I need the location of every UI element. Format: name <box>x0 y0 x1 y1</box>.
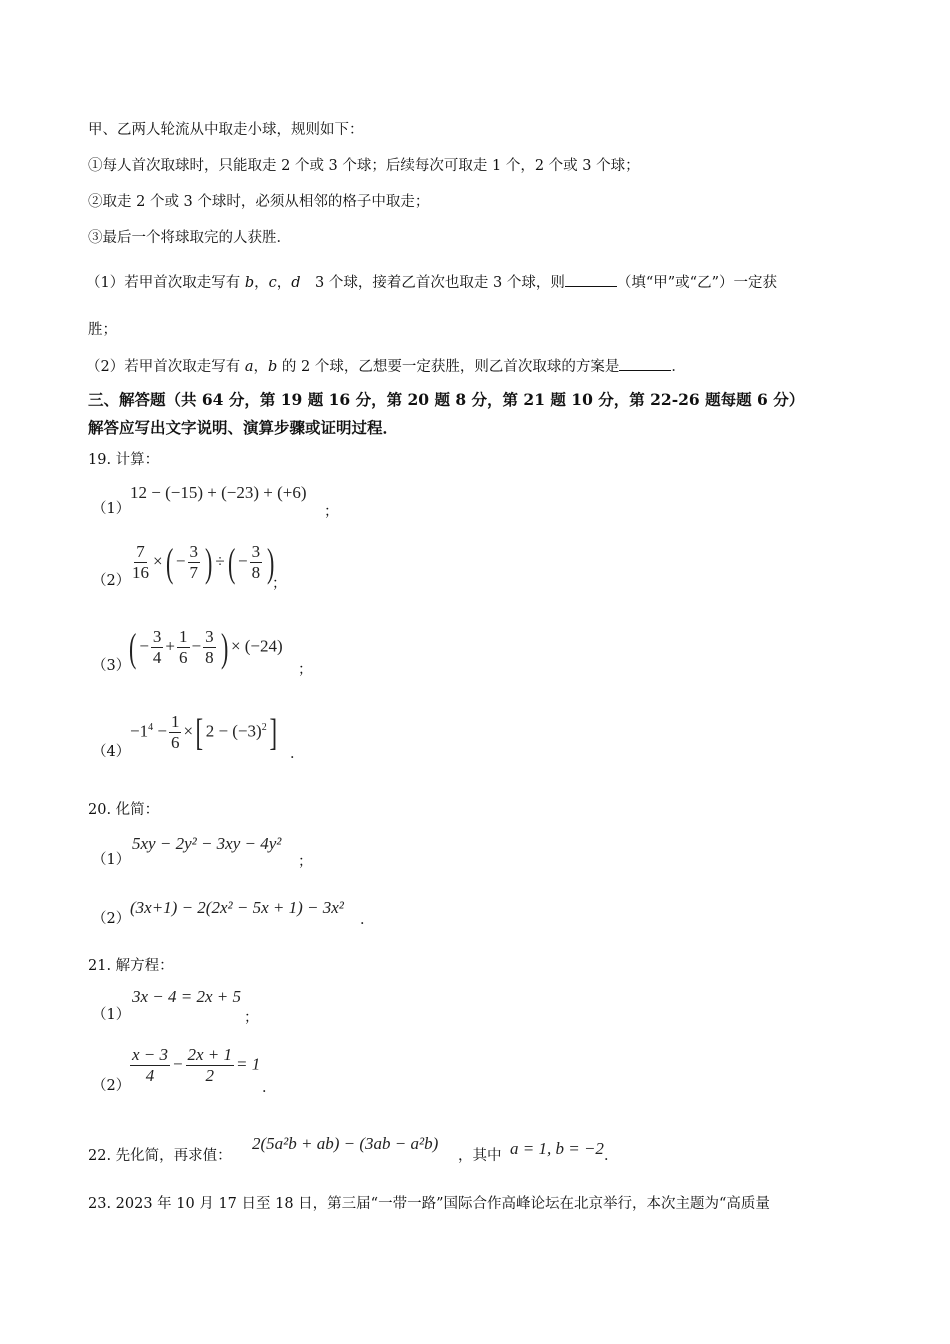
q21-label-2: （2） <box>92 1078 131 1094</box>
q20-expr-1: 5xy − 2y² − 3xy − 4y² <box>132 834 282 853</box>
q19-sep-3: ； <box>298 662 313 678</box>
q19-expr-4: $-1^4$ − $\frac{1}{6}$ ×[ $2 - (-3)^2$] <box>130 711 277 754</box>
section-instruction: 解答应写出文字说明、演算步骤或证明过程． <box>88 418 399 437</box>
q19-sep-2: ； <box>272 576 287 592</box>
q20-expr-2: (3x+1) − 2(2x² − 5x + 1) − 3x² <box>130 898 344 917</box>
q19-sep-1: ； <box>324 504 339 520</box>
rule-2: ②取走 2 个或 3 个球时，必须从相邻的格子中取走； <box>88 194 430 210</box>
q20-label-1: （1） <box>92 852 131 868</box>
q19-expr-3: ( − $\frac{3}{4}$ + $\frac{1}{6}$ − $\frac{3}{8}$ ) × (−24) <box>128 624 283 670</box>
q20-label-2: （2） <box>92 911 131 927</box>
q19-label-3: （3） <box>92 658 131 674</box>
rule-1: ①每人首次取球时，只能取走 2 个或 3 个球；后续每次可取走 1 个，2 个或 3 个球； <box>88 158 640 174</box>
q19-title: 19. 计算： <box>88 452 160 468</box>
q22-expression: 2(5a²b + ab) − (3ab − a²b) <box>252 1134 439 1153</box>
q19-label-1: （1） <box>92 501 131 517</box>
q18-part1: （1）若甲首次取走写有 b，c，d 3 个球，接着乙首次也取走 3 个球，则 （填“甲”或“乙”）一定获 <box>86 272 777 293</box>
q21-expr-1: 3x − 4 = 2x + 5 <box>132 987 242 1006</box>
rule-3: ③最后一个将球取完的人获胜． <box>88 230 291 246</box>
q19-label-2: （2） <box>92 573 131 589</box>
q22-end: ． <box>604 1148 619 1164</box>
q20-sep-1: ； <box>298 854 313 870</box>
q20-title: 20. 化简： <box>88 802 160 818</box>
q19-expr-2: $\frac{7}{16}$ ×( − $\frac{3}{7}$ ) ÷( − $\frac{3}{8}$ ) <box>132 539 275 585</box>
section-heading: 三、解答题（共 64 分，第 19 题 16 分，第 20 题 8 分，第 21 题 10 分，第 22-26 题每题 6 分） <box>88 390 805 409</box>
q23-text: 23. 2023 年 10 月 17 日至 18 日，第三届“一带一路”国际合作高峰论坛在北京举行，本次主题为“高质量 <box>88 1196 770 1212</box>
q22-condition: a = 1, b = −2 <box>510 1139 604 1158</box>
rules-intro: 甲、乙两人轮流从中取走小球，规则如下： <box>88 122 364 138</box>
q21-expr-2: $\frac{x - 3}{4}$ − $\frac{2x + 1}{2}$ = 1 <box>132 1045 261 1085</box>
q20-sep-2: ． <box>360 912 375 928</box>
q19-expr-1: 12 − (−15) + (−23) + (+6) <box>130 483 307 502</box>
q18-part1-continued: 胜； <box>88 322 117 338</box>
answer-blank-2[interactable] <box>619 356 671 371</box>
q21-sep-2: ． <box>262 1080 277 1096</box>
q19-sep-4: ． <box>290 746 305 762</box>
q19-label-4: （4） <box>92 744 131 760</box>
q21-title: 21. 解方程： <box>88 958 174 974</box>
q21-label-1: （1） <box>92 1007 131 1023</box>
q22-prefix: 22. 先化简，再求值： <box>88 1148 232 1164</box>
answer-blank-1[interactable] <box>565 272 617 287</box>
q18-part2: （2）若甲首次取走写有 a，b 的 2 个球，乙想要一定获胜，则乙首次取球的方案是 ． <box>86 356 686 377</box>
q22-where: ，其中 <box>458 1148 502 1164</box>
q21-sep-1: ； <box>244 1010 259 1026</box>
